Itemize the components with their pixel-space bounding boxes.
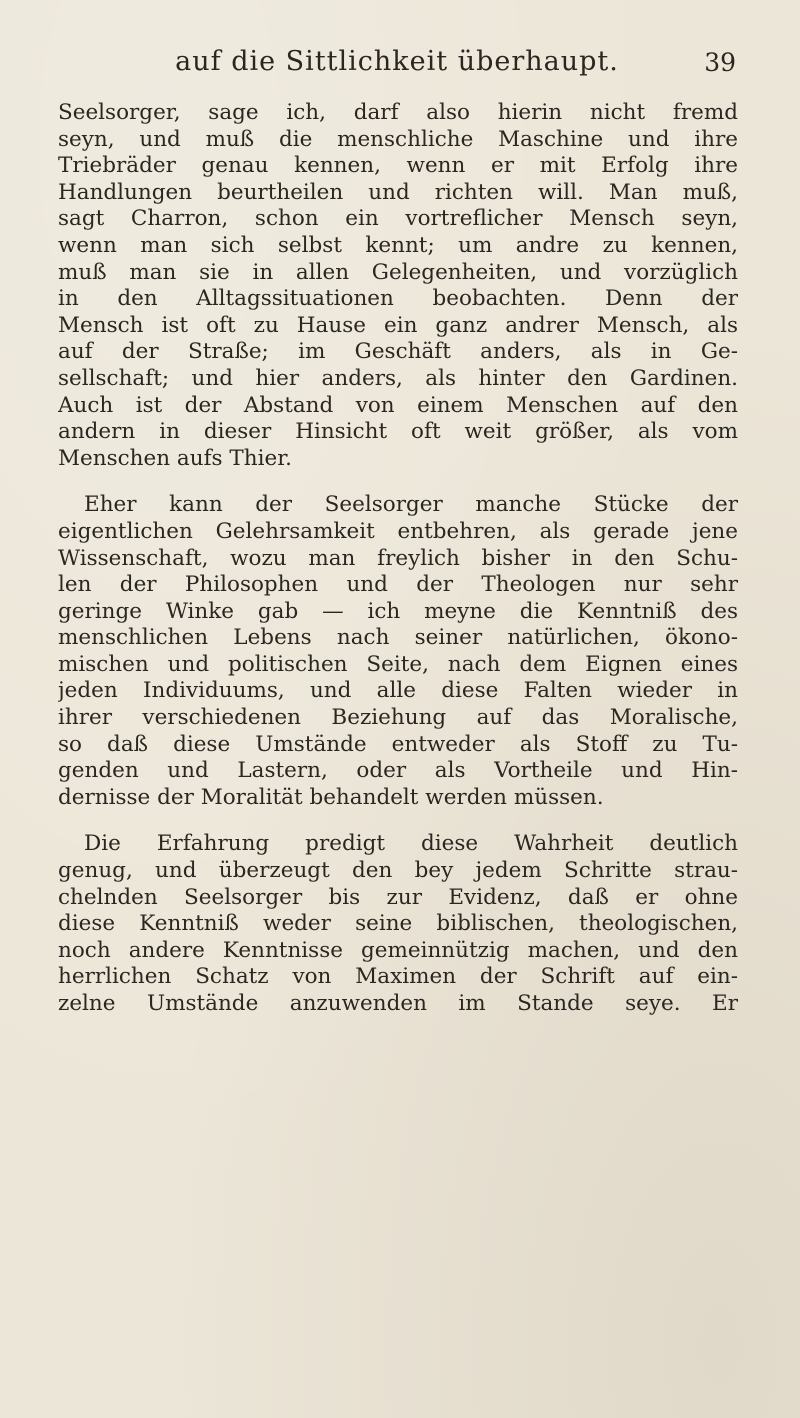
text-line: genug, und überzeugt den bey jedem Schritte strau- — [58, 858, 738, 884]
body-text — [58, 100, 738, 1018]
text-line: geringe Winke gab — ich meyne die Kenntniß des — [58, 598, 738, 624]
text-line: Wissenschaft, wozu man freylich bisher in den Schu- — [58, 545, 738, 571]
running-title: auf die Sittlichkeit überhaupt. — [175, 46, 619, 77]
text-line: Mensch ist oft zu Hause ein ganz andrer Mensch, als — [58, 312, 738, 338]
paragraph-gap — [58, 472, 738, 492]
text-line: andern in dieser Hinsicht oft weit größer, als vom — [58, 419, 738, 445]
text-line: wenn man sich selbst kennt; um andre zu kennen, — [58, 232, 738, 258]
text-line: ihrer verschiedenen Beziehung auf das Moralische, — [58, 705, 738, 731]
text-line: genden und Lastern, oder als Vortheile und Hin- — [58, 758, 738, 784]
text-line: len der Philosophen und der Theologen nur sehr — [58, 572, 738, 598]
text-line: so daß diese Umstände entweder als Stoff zu Tu- — [58, 731, 738, 757]
text-line: noch andere Kenntnisse gemeinnützig machen, und den — [58, 937, 738, 963]
text-line: jeden Individuums, und alle diese Falten wieder in — [58, 678, 738, 704]
text-line: Eher kann der Seelsorger manche Stücke der — [84, 492, 738, 518]
text-line: herrlichen Schatz von Maximen der Schrift auf ein- — [58, 964, 738, 990]
running-head — [58, 46, 736, 86]
text-line: muß man sie in allen Gelegenheiten, und vorzüglich — [58, 259, 738, 285]
text-line: Menschen aufs Thier. — [58, 445, 292, 471]
text-line: sellschaft; und hier anders, als hinter den Gardinen. — [58, 365, 738, 391]
paragraph — [58, 492, 738, 811]
paragraph — [58, 831, 738, 1017]
text-line: Triebräder genau kennen, wenn er mit Erfolg ihre — [58, 153, 738, 179]
text-line: dernisse der Moralität behandelt werden müssen. — [58, 784, 604, 810]
text-line: in den Alltagssituationen beobachten. Denn der — [58, 286, 738, 312]
text-line: seyn, und muß die menschliche Maschine und ihre — [58, 126, 738, 152]
text-line: Die Erfahrung predigt diese Wahrheit deutlich — [84, 831, 738, 857]
text-line: auf der Straße; im Geschäft anders, als in Ge- — [58, 339, 738, 365]
text-line: chelnden Seelsorger bis zur Evidenz, daß er ohne — [58, 884, 738, 910]
paragraph-gap — [58, 811, 738, 831]
text-line: diese Kenntniß weder seine biblischen, theologischen, — [58, 911, 738, 937]
text-line: mischen und politischen Seite, nach dem Eignen eines — [58, 651, 738, 677]
page-number: 39 — [704, 48, 736, 77]
text-line: eigentlichen Gelehrsamkeit entbehren, als gerade jene — [58, 518, 738, 544]
paragraph — [58, 100, 738, 472]
text-line: Seelsorger, sage ich, darf also hierin nicht fremd — [58, 100, 738, 125]
text-line: menschlichen Lebens nach seiner natürlichen, ökono- — [58, 625, 738, 651]
text-line: zelne Umstände anzuwenden im Stande seye. Er — [58, 991, 738, 1016]
text-line: Handlungen beurtheilen und richten will. Man muß, — [58, 179, 738, 205]
text-line: Auch ist der Abstand von einem Menschen auf den — [58, 392, 738, 418]
text-line: sagt Charron, schon ein vortreflicher Mensch seyn, — [58, 206, 738, 232]
